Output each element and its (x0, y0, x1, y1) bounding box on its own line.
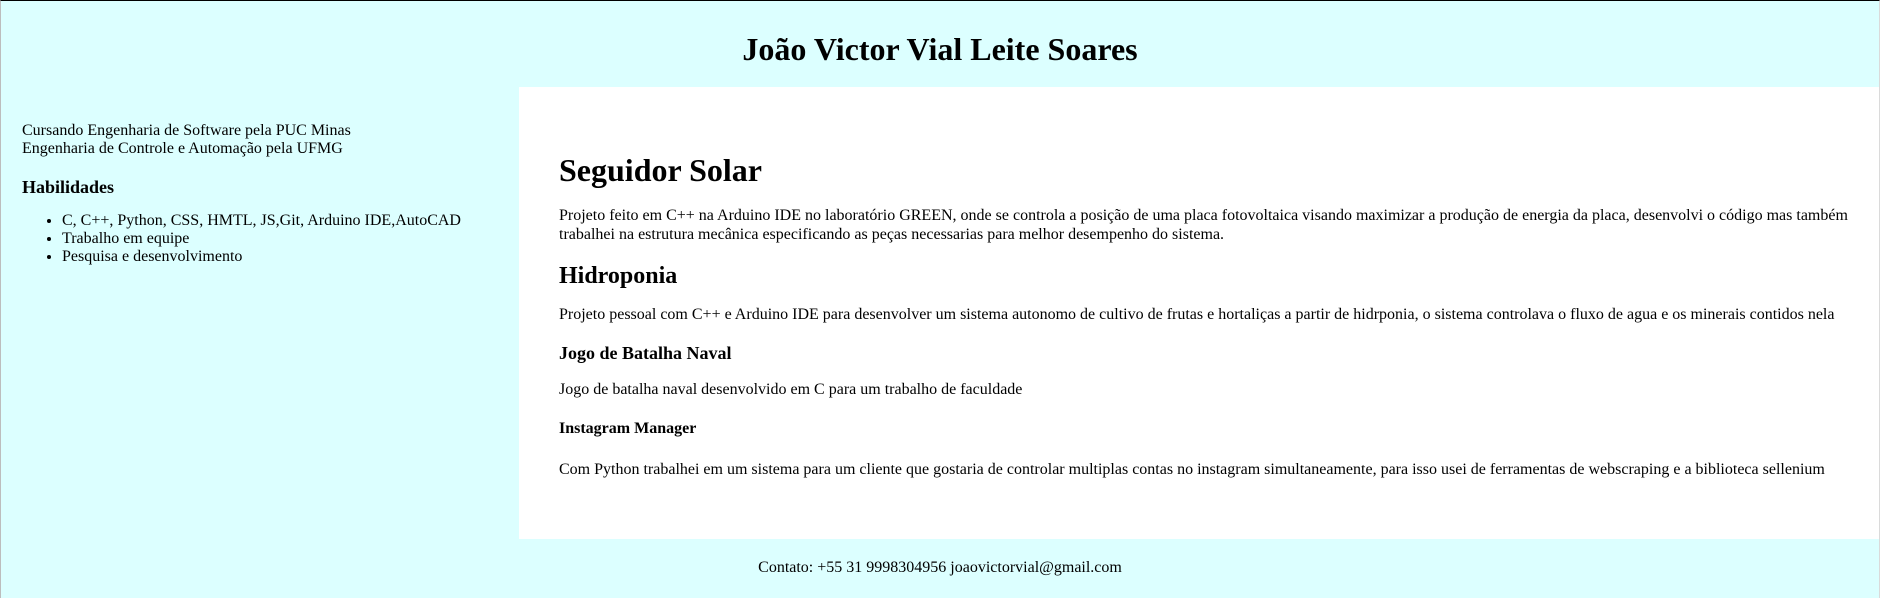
education-line-1: Cursando Engenharia de Software pela PUC Minas (22, 122, 351, 139)
contact-info: Contato: +55 31 9998304956 joaovictorvial@gmail.com (758, 559, 1122, 576)
page-footer (1, 539, 1879, 577)
skill-item: • C, C++, Python, CSS, HMTL, JS,Git, Arduino IDE,AutoCAD (62, 212, 519, 230)
project-description-instagram-manager: Com Python trabalhei em um sistema para um cliente que gostaria de controlar multiplas contas no instagram simultaneamente, para isso usei de ferramentas de webscraping e a biblioteca sellenium (559, 461, 1825, 478)
skill-item: • Trabalho em equipe (62, 230, 519, 248)
projects-section (519, 87, 1879, 539)
project-description-hidroponia: Projeto pessoal com C++ e Arduino IDE para desenvolver um sistema autonomo de cultivo de frutas e hortaliças a partir de hidrponia, o sistema controlava o fluxo de agua e os minerais contidos nela (559, 306, 1835, 323)
project-title-hidroponia: Hidroponia (559, 263, 678, 289)
page-title: João Victor Vial Leite Soares (742, 31, 1138, 67)
skills-list (22, 212, 519, 266)
project-title-batalha-naval: Jogo de Batalha Naval (559, 343, 732, 363)
project-description-batalha-naval: Jogo de batalha naval desenvolvido em C para um trabalho de faculdade (559, 381, 1023, 398)
skills-heading: Habilidades (22, 177, 115, 197)
education-line-2: Engenharia de Controle e Automação pela UFMG (22, 140, 343, 157)
page-header (1, 1, 1879, 87)
sidebar (1, 87, 519, 539)
skill-item: • Pesquisa e desenvolvimento (62, 248, 519, 266)
project-title-instagram-manager: Instagram Manager (559, 420, 697, 437)
content-row (1, 87, 1879, 539)
project-description-seguidor-solar: Projeto feito em C++ na Arduino IDE no laboratório GREEN, onde se controla a posição de uma placa fotovoltaica visando maximizar a produção de energia da placa, desenvolvi o código mas também trabalhei na estrutura mecânica especificando as peças necessarias para melhor desempenho do sistema. (559, 207, 1848, 243)
project-title-seguidor-solar: Seguidor Solar (559, 152, 762, 188)
